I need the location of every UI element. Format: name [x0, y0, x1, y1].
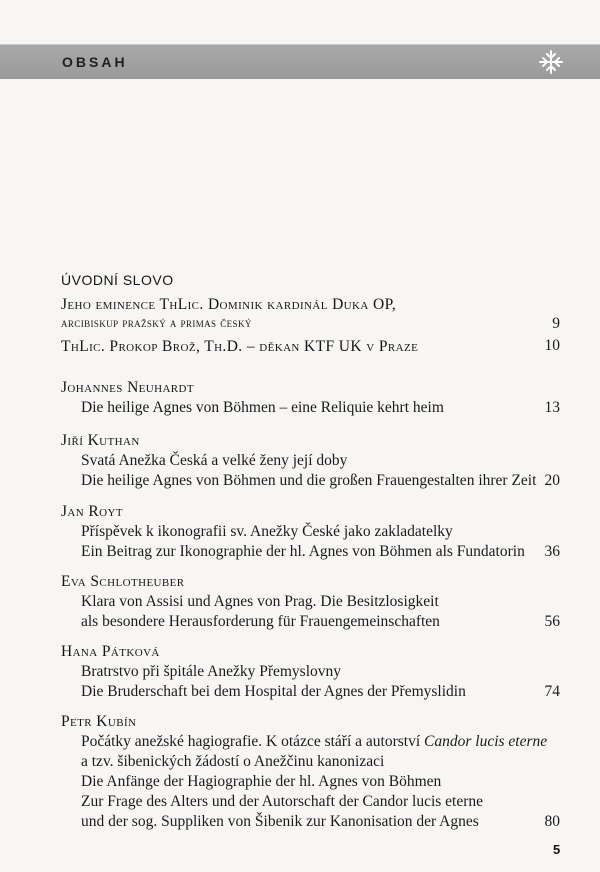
toc-entry-broz [61, 337, 566, 357]
entry-title: Zur Frage des Alters und der Autorschaft der Candor lucis eterne [81, 793, 484, 810]
entry-title: Die heilige Agnes von Böhmen – eine Reliquie kehrt heim 13 [81, 399, 560, 416]
entry-author: Petr Kubín [61, 713, 137, 730]
toc-entry-neuhardt [61, 378, 566, 418]
section-title: OBSAH [62, 54, 128, 70]
entry-author: Jan Royt [61, 503, 123, 520]
entry-title: als besondere Herausforderung für Frauengemeinschaften 56 [81, 613, 560, 630]
cross-ornament-icon [538, 49, 564, 75]
page-number: 5 [553, 842, 561, 857]
entry-author: Johannes Neuhardt [61, 379, 195, 396]
entry-page-number: 36 [544, 543, 560, 560]
entry-author: Jiří Kuthan [61, 432, 140, 449]
toc-entry-royt [61, 502, 566, 562]
entry-title: Příspěvek k ikonografii sv. Anežky České jako zakladatelky [81, 523, 453, 540]
entry-title: Die Anfänge der Hagiographie der hl. Agnes von Böhmen [81, 773, 442, 790]
entry-page-number: 56 [544, 613, 560, 630]
section-header-bar [0, 44, 600, 79]
entry-title: Počátky anežské hagiografie. K otázce stáří a autorství Candor lucis eterne [81, 733, 548, 750]
entry-page-number: 20 [544, 472, 560, 489]
toc-entry-duka [61, 295, 566, 335]
toc-entry-kuthan [61, 431, 566, 491]
entry-title: Klara von Assisi und Agnes von Prag. Die Besitzlosigkeit [81, 593, 439, 610]
entry-title: Die heilige Agnes von Böhmen und die großen Frauengestalten ihrer Zeit 20 [81, 472, 560, 489]
entry-title: Ein Beitrag zur Ikonographie der hl. Agnes von Böhmen als Fundatorin 36 [81, 543, 560, 560]
entry-author: Eva Schlotheuber [61, 573, 185, 590]
entry-title: und der sog. Suppliken von Šibenik zur Kanonisation der Agnes 80 [81, 813, 560, 830]
entry-page-number: 74 [544, 683, 560, 700]
entry-page-number: 9 [552, 315, 560, 332]
entry-page-number: 10 [544, 337, 560, 354]
toc-entry-kubin [61, 712, 566, 832]
entry-page-number: 80 [544, 813, 560, 830]
intro-heading: ÚVODNÍ SLOVO [61, 272, 174, 288]
entry-title-italic: Candor lucis eterne [424, 733, 548, 750]
entry-author-line2: arcibiskup pražský a primas český [61, 315, 252, 330]
entry-page-number: 13 [544, 399, 560, 416]
entry-title: Bratrstvo při špitále Anežky Přemyslovny [81, 663, 342, 680]
entry-title: Svatá Anežka Česká a velké ženy její doby [81, 452, 348, 469]
entry-title: Die Bruderschaft bei dem Hospital der Agnes der Přemyslidin 74 [81, 683, 560, 700]
toc-entry-schlotheuber [61, 572, 566, 632]
toc-entry-patkova [61, 642, 566, 702]
entry-author: Hana Pátková [61, 643, 160, 660]
entry-title: a tzv. šibenických žádostí o Anežčinu kanonizaci [81, 753, 385, 770]
entry-author: Jeho eminence ThLic. Dominik kardinál Duka OP, [61, 296, 397, 313]
entry-author: ThLic. Prokop Brož, Th.D. – děkan KTF UK v Praze [61, 338, 419, 355]
